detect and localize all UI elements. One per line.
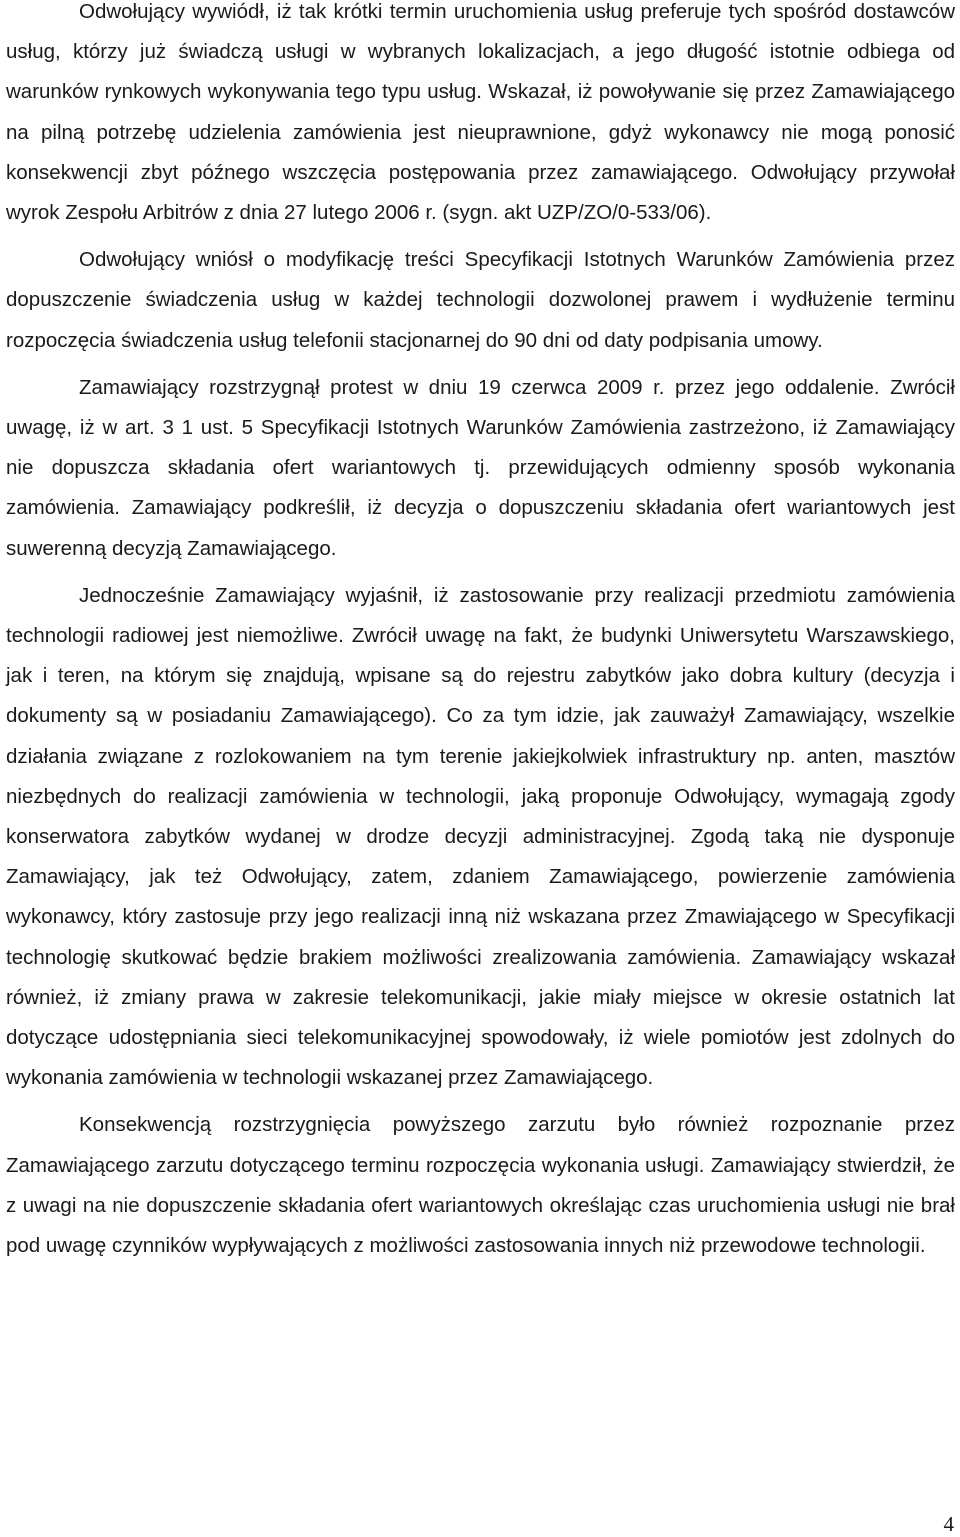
- paragraph-konsekwencja: Konsekwencją rozstrzygnięcia powyższego zarzutu było również rozpoznanie przez Zamawiającego zarzutu dotyczącego terminu rozpoczęcia wykonania usługi. Zamawiający stwierdził, że z uwagi na nie dopuszczenie składania ofert wariantowych określając czas uruchomienia usługi nie brał pod uwagę czynników wypływających z możliwości zastosowania innych niż przewodowe technologii.: [6, 1113, 955, 1258]
- paragraph-jednoczesnie: Jednocześnie Zamawiający wyjaśnił, iż zastosowanie przy realizacji przedmiotu zamówienia technologii radiowej jest niemożliwe. Zwrócił uwagę na fakt, że budynki Uniwersytetu Warszawskiego, jak i teren, na którym się znajdują, wpisane są do rejestru zabytków jako dobra kultury (decyzja i dokumenty są w posiadaniu Zamawiającego). Co za tym idzie, jak zauważył Zamawiający, wszelkie działania związane z rozlokowaniem na tym terenie jakiejkolwiek infrastruktury np. anten, masztów niezbędnych do realizacji zamówienia w technologii, jaką proponuje Odwołujący, wymagają zgody konserwatora zabytków wydanej w drodze decyzji administracyjnej. Zgodą taką nie dysponuje Zamawiający, jak też Odwołujący, zatem, zdaniem Zamawiającego, powierzenie zamówienia wykonawcy, który zastosuje przy jego realizacji inną niż wskazana przez Zmawiającego w Specyfikacji technologię skutkować będzie brakiem możliwości zrealizowania zamówienia. Zamawiający wskazał również, iż zmiany prawa w zakresie telekomunikacji, jakie miały miejsce w okresie ostatnich lat dotyczące udostępniania sieci telekomunikacyjnej spowodowały, iż wiele pomiotów jest zdolnych do wykonania zamówienia w technologii wskazanej przez Zamawiającego.: [6, 583, 955, 1090]
- paragraph-odwolujacy-wniosl: Odwołujący wniósł o modyfikację treści Specyfikacji Istotnych Warunków Zamówienia przez dopuszczenie świadczenia usług w każdej technologii dozwolonej prawem i wydłużenie terminu rozpoczęcia świadczenia usług telefonii stacjonarnej do 90 dni od daty podpisania umowy.: [6, 248, 955, 352]
- page-number: 4: [943, 1512, 954, 1536]
- paragraph-zamawiajacy-rozstrzygnal: Zamawiający rozstrzygnął protest w dniu 19 czerwca 2009 r. przez jego oddalenie. Zwrócił uwagę, iż w art. 3 1 ust. 5 Specyfikacji Istotnych Warunków Zamówienia zastrzeżono, iż Zamawiający nie dopuszcza składania ofert wariantowych tj. przewidujących odmienny sposób wykonania zamówienia. Zamawiający podkreślił, iż decyzja o dopuszczeniu składania ofert wariantowych jest suwerenną decyzją Zamawiającego.: [6, 375, 955, 560]
- document-page: [6, 0, 955, 1266]
- paragraph-odwolujacy-wywiodl: Odwołujący wywiódł, iż tak krótki termin uruchomienia usług preferuje tych spośród dostawców usług, którzy już świadczą usługi w wybranych lokalizacjach, a jego długość istotnie odbiega od warunków rynkowych wykonywania tego typu usług. Wskazał, iż powoływanie się przez Zamawiającego na pilną potrzebę udzielenia zamówienia jest nieuprawnione, gdyż wykonawcy nie mogą ponosić konsekwencji zbyt późnego wszczęcia postępowania przez zamawiającego. Odwołujący przywołał wyrok Zespołu Arbitrów z dnia 27 lutego 2006 r. (sygn. akt UZP/ZO/0-533/06).: [6, 0, 955, 225]
